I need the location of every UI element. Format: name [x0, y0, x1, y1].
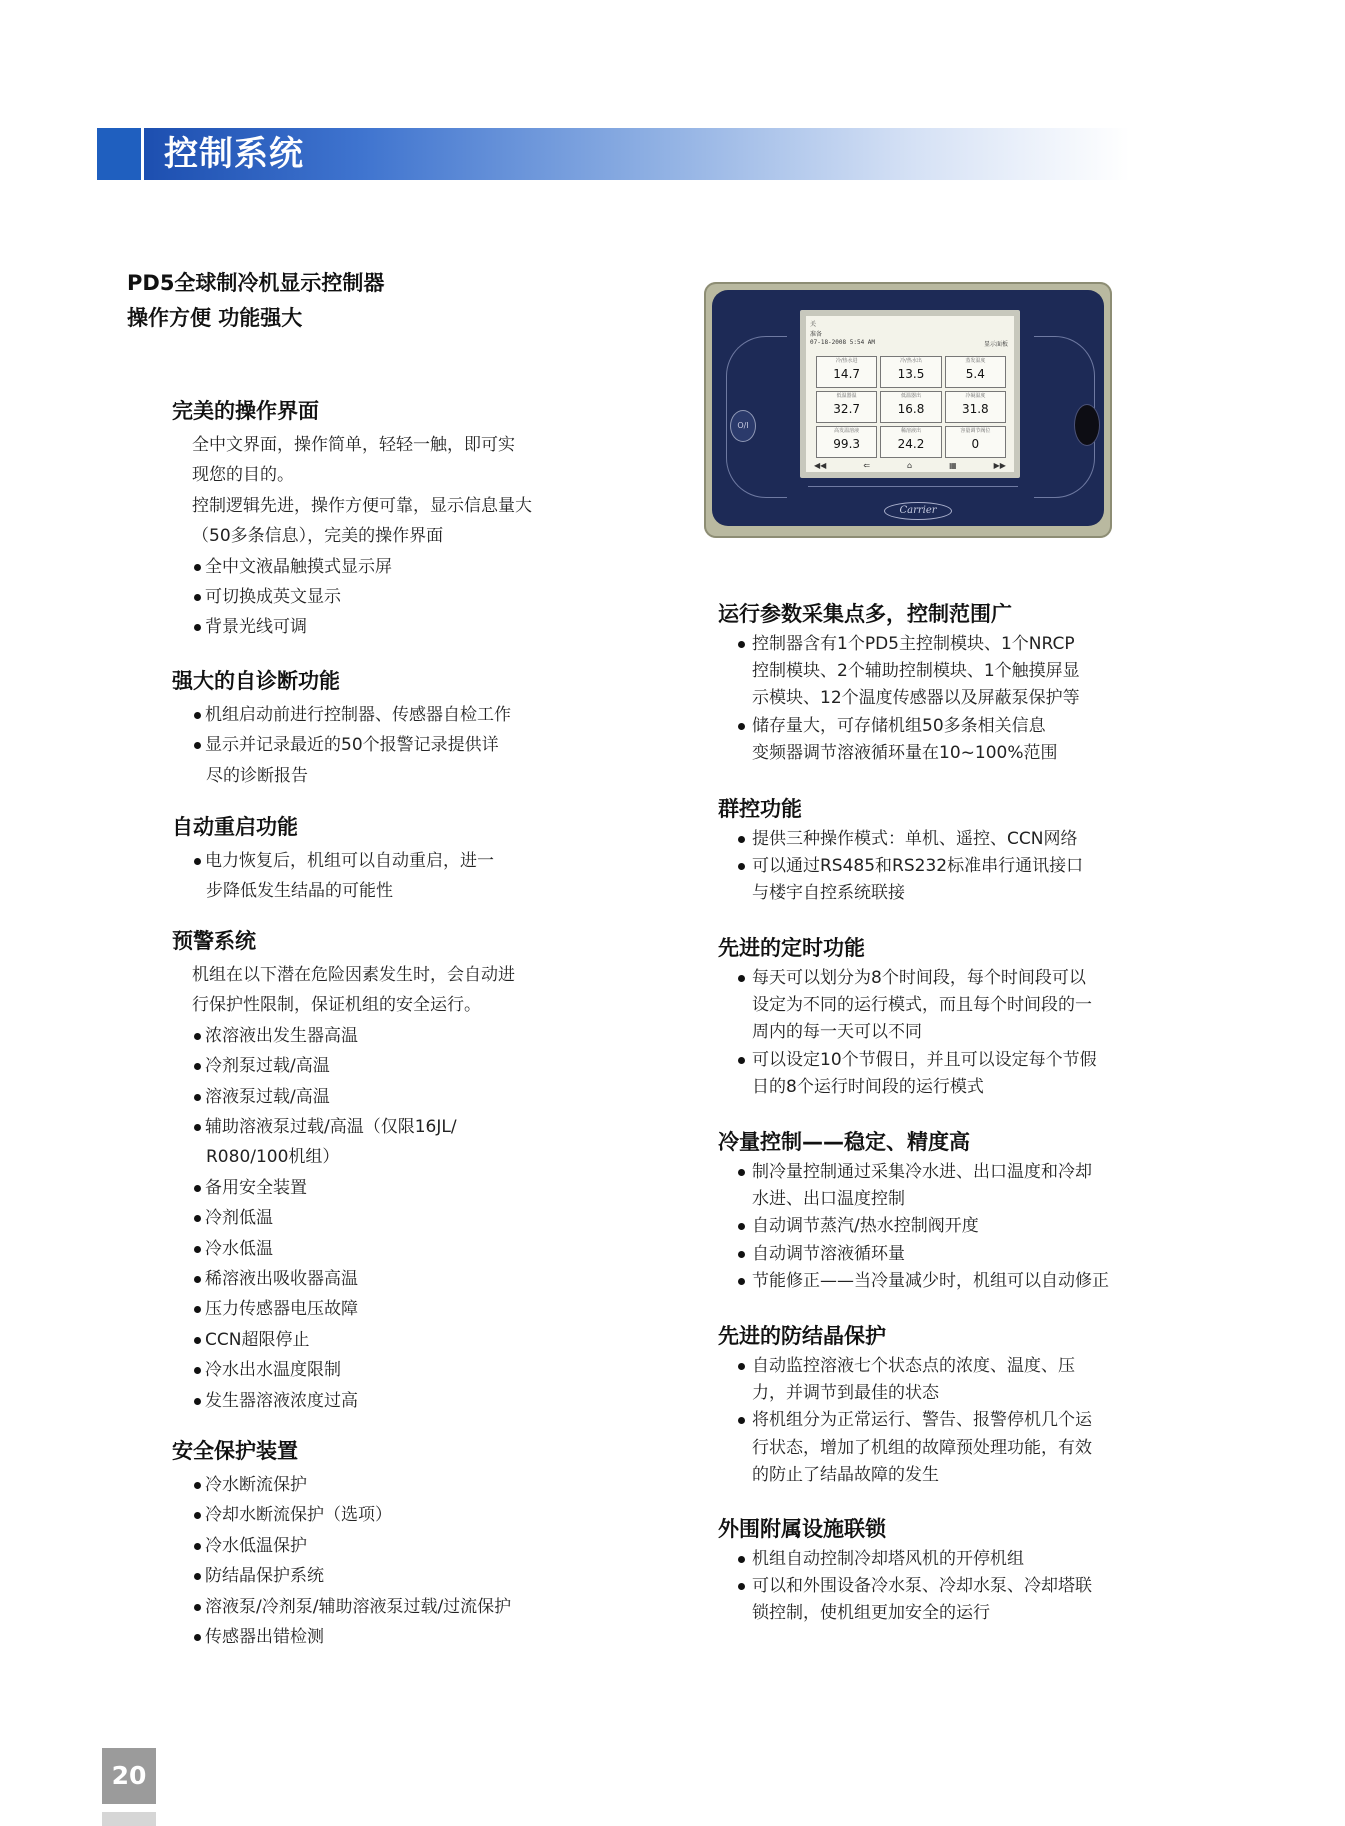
section-anti-crystallization: [718, 1321, 1118, 1489]
page-number: 20: [102, 1748, 156, 1804]
section-title: 完美的操作界面: [172, 399, 319, 423]
bullet-continuation: 控制模块、2个辅助控制模块、1个触摸屏显: [752, 661, 1080, 682]
bullet-item: 辅助溶液泵过载/高温（仅限16JL/: [172, 1112, 542, 1142]
bullet-continuation: 设定为不同的运行模式，而且每个时间段的一: [752, 995, 1092, 1016]
grid-icon: ▦: [949, 461, 957, 470]
bullet-continuation: 水进、出口温度控制: [752, 1189, 905, 1210]
bullet-item: 背景光线可调: [172, 612, 542, 642]
bullet-item: 制冷量控制通过采集冷水进、出口温度和冷却: [718, 1159, 1118, 1186]
screen-cell: 冷/热水出 13.5: [880, 356, 941, 388]
bullet-continuation: 变频器调节溶液循环量在10~100%范围: [752, 742, 1058, 763]
home-icon: ⌂: [907, 461, 913, 470]
bullet-item: CCN超限停止: [172, 1325, 542, 1355]
screen-cell: 高发温溶液 99.3: [816, 426, 877, 458]
section-title: 先进的防结晶保护: [718, 1324, 886, 1348]
paragraph: 现您的目的。: [192, 465, 294, 486]
bullet-item: 机组自动控制冷却塔风机的开停机组: [718, 1546, 1118, 1573]
section-auto-restart: [172, 812, 542, 907]
section-title: 预警系统: [172, 929, 256, 953]
bullet-item: 稀溶液出吸收器高温: [172, 1264, 542, 1294]
bullet-item: 机组启动前进行控制器、传感器自检工作: [172, 700, 542, 730]
bullet-item: 可以通过RS485和RS232标准串行通讯接口: [718, 853, 1118, 880]
bullet-item: 将机组分为正常运行、警告、报警停机几个运: [718, 1407, 1118, 1434]
bullet-item: 节能修正——当冷量减少时，机组可以自动修正: [718, 1268, 1118, 1295]
bullet-item: 储存量大，可存储机组50多条相关信息: [718, 713, 1118, 740]
bullet-item: 可以和外围设备冷水泵、冷却水泵、冷却塔联: [718, 1573, 1118, 1600]
bullet-item: 溶液泵过载/高温: [172, 1082, 542, 1112]
right-button: [1074, 404, 1100, 446]
section-title: 安全保护装置: [172, 1439, 298, 1463]
fast-forward-icon: ▶▶: [993, 461, 1006, 470]
section-operation-interface: [172, 396, 542, 643]
bullet-item: 每天可以划分为8个时间段，每个时间段可以: [718, 965, 1118, 992]
bullet-item: 可以设定10个节假日，并且可以设定每个节假: [718, 1047, 1118, 1074]
bullet-item: 压力传感器电压故障: [172, 1294, 542, 1324]
bullet-item: 显示并记录最近的50个报警记录提供详: [172, 730, 542, 760]
section-capacity-control: [718, 1127, 1118, 1295]
bullet-item: 冷剂低温: [172, 1203, 542, 1233]
bullet-continuation: 行状态，增加了机组的故障预处理功能，有效: [752, 1437, 1092, 1458]
bullet-item: 发生器溶液浓度过高: [172, 1386, 542, 1416]
screen-cell: 容量调节阀位 0: [945, 426, 1006, 458]
header-accent-block: [97, 128, 141, 180]
touch-screen: [806, 316, 1014, 472]
screen-cell: 低温器出 16.8: [880, 391, 941, 423]
bullet-item: 冷却水断流保护（选项）: [172, 1500, 542, 1530]
bullet-item: 可切换成英文显示: [172, 582, 542, 612]
bullet-item: 溶液泵/冷剂泵/辅助溶液泵过载/过流保护: [172, 1592, 542, 1622]
bullet-item: 自动调节溶液循环量: [718, 1241, 1118, 1268]
bullet-item: 自动监控溶液七个状态点的浓度、温度、压: [718, 1353, 1118, 1380]
screen-cell: 低温器温 32.7: [816, 391, 877, 423]
screen-cell: 蒸发温度 5.4: [945, 356, 1006, 388]
bullet-continuation: 与楼宇自控系统联接: [752, 883, 905, 904]
section-title: 外围附属设施联锁: [718, 1517, 886, 1541]
paragraph: 机组在以下潜在危险因素发生时，会自动进: [192, 965, 515, 985]
screen-nav-bar: [814, 462, 1006, 470]
section-self-diagnosis: [172, 666, 542, 791]
screen-cell: 冷凝温度 31.8: [945, 391, 1006, 423]
paragraph: 行保护性限制，保证机组的安全运行。: [192, 995, 481, 1016]
intro: [127, 266, 384, 336]
section-title: 冷量控制——稳定、精度高: [718, 1130, 970, 1154]
section-safety-protection: [172, 1436, 542, 1652]
pd5-controller-image: [704, 282, 1112, 538]
bullet-continuation: 的防止了结晶故障的发生: [752, 1464, 939, 1485]
bullet-item: 冷水出水温度限制: [172, 1355, 542, 1385]
section-title: 自动重启功能: [172, 815, 298, 839]
screen-datetime: 07-18-2008 5:54 AM: [810, 339, 876, 346]
bullet-continuation: 日的8个运行时间段的运行模式: [752, 1076, 984, 1097]
section-timer-function: [718, 933, 1118, 1101]
section-parameter-collection: [718, 599, 1118, 767]
power-button: O/I: [730, 410, 756, 442]
screen-cell: 稀溶液出 24.2: [880, 426, 941, 458]
bullet-item: 自动调节蒸汽/热水控制阀开度: [718, 1213, 1118, 1240]
bullet-continuation: 示模块、12个温度传感器以及屏蔽泵保护等: [752, 688, 1080, 709]
bullet-item: 备用安全装置: [172, 1173, 542, 1203]
section-title: 先进的定时功能: [718, 936, 865, 960]
bullet-continuation: 锁控制，使机组更加安全的运行: [752, 1603, 990, 1624]
section-warning-system: [172, 926, 542, 1416]
bullet-item: 电力恢复后，机组可以自动重启，进一: [172, 846, 542, 876]
intro-line-2: 操作方便 功能强大: [127, 306, 303, 330]
paragraph: （50多条信息），完美的操作界面: [192, 526, 444, 547]
panel-bottom-line: [808, 486, 1018, 487]
section-group-control: [718, 794, 1118, 908]
screen-value-grid: [816, 356, 1006, 458]
section-peripheral-interlock: [718, 1514, 1118, 1628]
paragraph: 控制逻辑先进，操作方便可靠，显示信息量大: [192, 495, 532, 516]
bullet-item: 控制器含有1个PD5主控制模块、1个NRCP: [718, 631, 1118, 658]
rewind-icon: ◀◀: [814, 461, 827, 470]
back-arrow-icon: ⇐: [863, 461, 871, 470]
bullet-item: 传感器出错检测: [172, 1622, 542, 1652]
screen-mode: 准备: [810, 331, 823, 338]
page-title: 控制系统: [164, 134, 304, 174]
paragraph: 全中文界面，操作简单，轻轻一触，即可实: [192, 435, 515, 455]
section-title: 运行参数采集点多，控制范围广: [718, 602, 1012, 626]
screen-status: 关: [810, 321, 817, 328]
page-tab: [102, 1812, 156, 1826]
section-title: 群控功能: [718, 797, 802, 821]
screen-panel-label: 显示面板: [983, 341, 1008, 348]
intro-line-1: PD5全球制冷机显示控制器: [127, 271, 385, 295]
bullet-continuation: 周内的每一天可以不同: [752, 1022, 922, 1043]
bullet-item: 冷水低温: [172, 1234, 542, 1264]
bullet-continuation: 尽的诊断报告: [206, 765, 308, 786]
bullet-item: 冷水低温保护: [172, 1531, 542, 1561]
bullet-continuation: R080/100机组）: [206, 1147, 340, 1168]
bullet-item: 提供三种操作模式：单机、遥控、CCN网络: [718, 826, 1118, 853]
carrier-logo: Carrier: [884, 502, 952, 520]
device-panel: [712, 290, 1104, 526]
bullet-item: 全中文液晶触摸式显示屏: [172, 552, 542, 582]
bullet-continuation: 力，并调节到最佳的状态: [752, 1383, 939, 1404]
bullet-continuation: 步降低发生结晶的可能性: [206, 881, 393, 902]
bullet-item: 冷剂泵过载/高温: [172, 1051, 542, 1081]
section-title: 强大的自诊断功能: [172, 669, 340, 693]
screen-cell: 冷/热水进 14.7: [816, 356, 877, 388]
bullet-item: 防结晶保护系统: [172, 1561, 542, 1591]
bullet-item: 冷水断流保护: [172, 1470, 542, 1500]
bullet-item: 浓溶液出发生器高温: [172, 1021, 542, 1051]
